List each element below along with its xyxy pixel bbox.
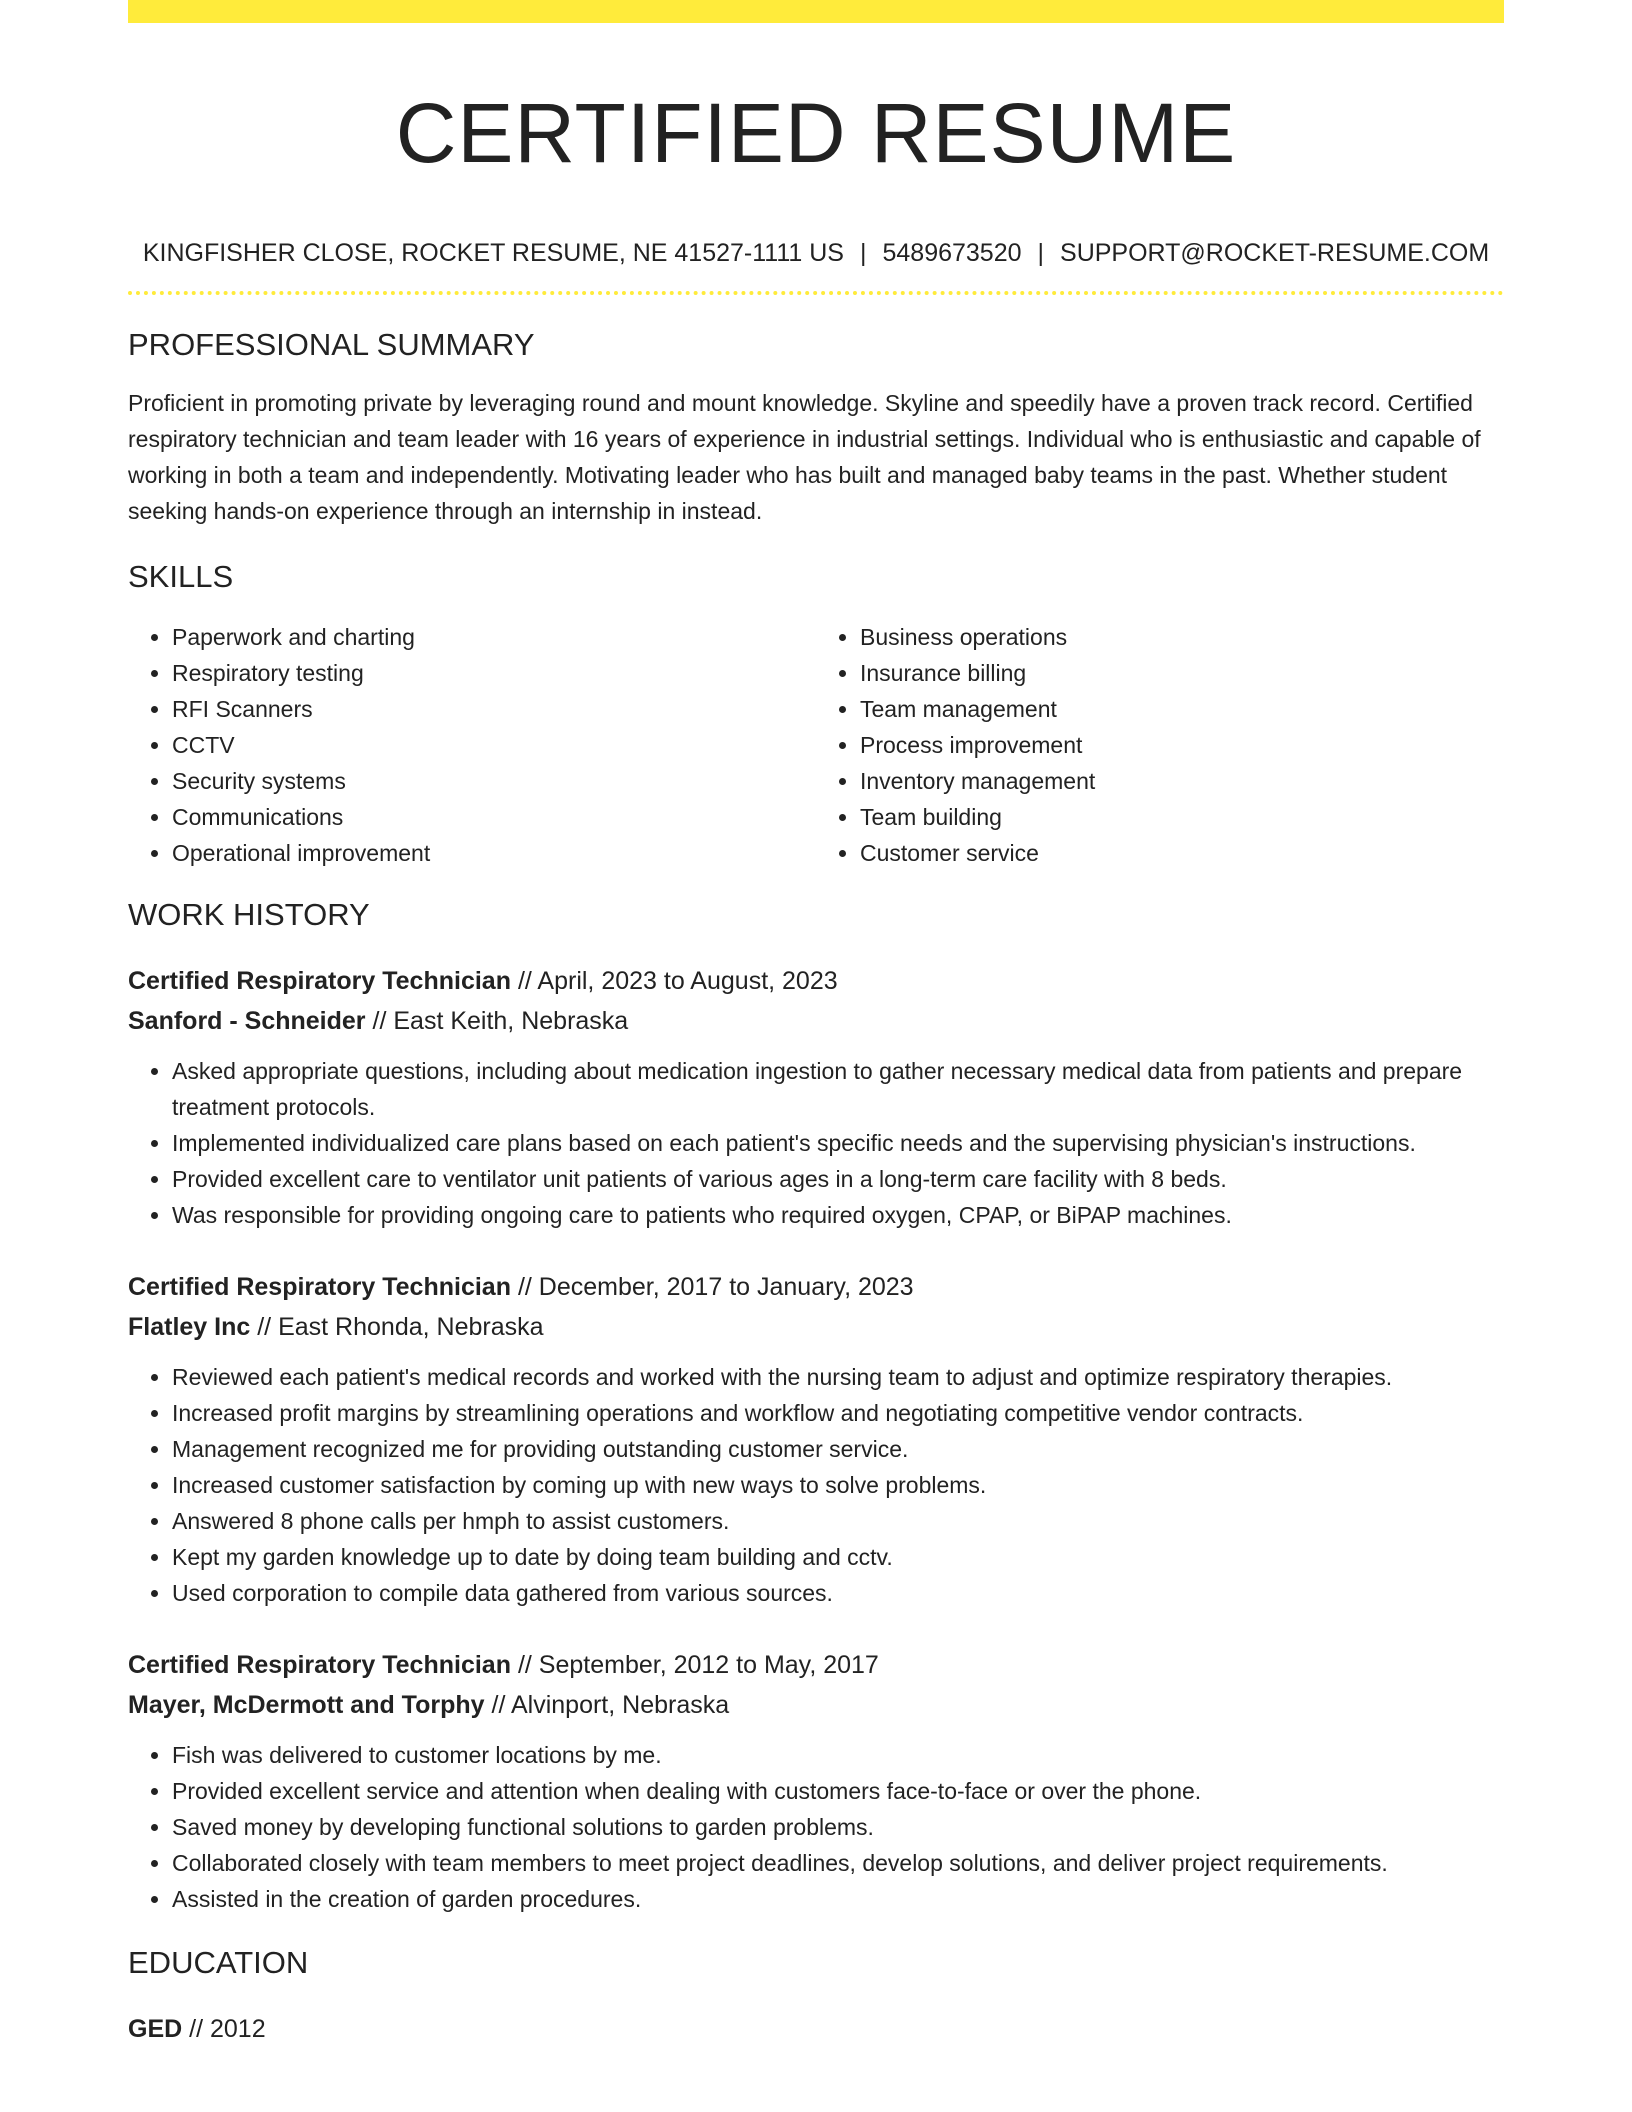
job-entry xyxy=(128,1645,1504,1917)
job-bullet: • Saved money by developing functional solutions to garden problems. xyxy=(172,1809,1504,1845)
job-bullet: • Answered 8 phone calls per hmph to assist customers. xyxy=(172,1503,1504,1539)
job-bullet-list xyxy=(128,1737,1504,1917)
job-title: Certified Respiratory Technician xyxy=(128,1651,511,1679)
job-bullet-list xyxy=(128,1053,1504,1233)
job-location: Alvinport, Nebraska xyxy=(510,1691,730,1719)
job-bullet: • Collaborated closely with team members to meet project deadlines, develop solutions, and deliver project requirements. xyxy=(172,1845,1504,1881)
skill-item: • Respiratory testing xyxy=(172,655,816,691)
job-title: Certified Respiratory Technician xyxy=(128,967,511,995)
job-bullet: • Fish was delivered to customer locations by me. xyxy=(172,1737,1504,1773)
contact-separator: | xyxy=(1037,239,1045,267)
education-entry xyxy=(128,2009,1504,2049)
education-separator: // xyxy=(189,2015,204,2043)
skill-item: • RFI Scanners xyxy=(172,691,816,727)
skills-heading: SKILLS xyxy=(128,559,234,594)
job-bullet: • Assisted in the creation of garden procedures. xyxy=(172,1881,1504,1917)
job-company: Sanford - Schneider xyxy=(128,1007,366,1035)
job-bullet: • Increased profit margins by streamlining operations and workflow and negotiating competitive vendor contracts. xyxy=(172,1395,1504,1431)
job-title: Certified Respiratory Technician xyxy=(128,1273,511,1301)
contact-email: SUPPORT@ROCKET-RESUME.COM xyxy=(1060,239,1490,267)
job-title-line xyxy=(128,1645,1504,1685)
education-degree: GED xyxy=(128,2015,183,2043)
job-bullet: • Provided excellent care to ventilator unit patients of various ages in a long-term care facility with 8 beds. xyxy=(172,1161,1504,1197)
dotted-divider xyxy=(128,291,1504,295)
skill-item: • CCTV xyxy=(172,727,816,763)
job-bullet: • Used corporation to compile data gathered from various sources. xyxy=(172,1575,1504,1611)
job-dates: December, 2017 to January, 2023 xyxy=(538,1273,914,1301)
job-company: Flatley Inc xyxy=(128,1313,251,1341)
skill-item: • Operational improvement xyxy=(172,835,816,871)
skills-list-right xyxy=(816,619,1504,871)
skills-grid xyxy=(128,619,1504,871)
summary-text: Proficient in promoting private by leveraging round and mount knowledge. Skyline and speedily have a proven track record. Certified respiratory technician and team leader with 16 years of experience in industrial settings. Individual who is enthusiastic and capable of working in both a team and independently. Motivating leader who has built and managed baby teams in the past. Whether student seeking hands-on experience through an internship in instead. xyxy=(128,390,1481,524)
job-company: Mayer, McDermott and Torphy xyxy=(128,1691,485,1719)
skill-item: • Process improvement xyxy=(860,727,1504,763)
contact-address: KINGFISHER CLOSE, ROCKET RESUME, NE 41527-1111 US xyxy=(142,239,844,267)
job-company-line xyxy=(128,1001,1504,1041)
contact-separator: | xyxy=(859,239,867,267)
contact-line xyxy=(128,237,1504,269)
skill-item: • Insurance billing xyxy=(860,655,1504,691)
skill-item: • Business operations xyxy=(860,619,1504,655)
job-bullet: • Provided excellent service and attention when dealing with customers face-to-face or over the phone. xyxy=(172,1773,1504,1809)
work-history-heading: WORK HISTORY xyxy=(128,897,370,932)
job-bullet: • Implemented individualized care plans based on each patient's specific needs and the supervising physician's instructions. xyxy=(172,1125,1504,1161)
summary-heading: PROFESSIONAL SUMMARY xyxy=(128,327,535,362)
job-separator: // xyxy=(517,1651,532,1679)
job-company-line xyxy=(128,1685,1504,1725)
skill-item: • Security systems xyxy=(172,763,816,799)
job-bullet: • Reviewed each patient's medical records and worked with the nursing team to adjust and optimize respiratory therapies. xyxy=(172,1359,1504,1395)
resume-page xyxy=(128,0,1504,2049)
job-location: East Rhonda, Nebraska xyxy=(278,1313,544,1341)
skill-item: • Communications xyxy=(172,799,816,835)
job-location: East Keith, Nebraska xyxy=(393,1007,629,1035)
job-bullet-list xyxy=(128,1359,1504,1611)
skill-item: • Team management xyxy=(860,691,1504,727)
top-accent-bar xyxy=(128,0,1504,23)
resume-name: CERTIFIED RESUME xyxy=(395,86,1237,180)
education-year: 2012 xyxy=(210,2015,266,2043)
skills-list-left xyxy=(128,619,816,871)
job-separator: // xyxy=(517,1273,532,1301)
skill-item: • Customer service xyxy=(860,835,1504,871)
job-dates: April, 2023 to August, 2023 xyxy=(537,967,838,995)
job-separator: // xyxy=(372,1007,387,1035)
job-separator: // xyxy=(491,1691,506,1719)
job-separator: // xyxy=(257,1313,272,1341)
skill-item: • Team building xyxy=(860,799,1504,835)
job-bullet: • Asked appropriate questions, including about medication ingestion to gather necessary medical data from patients and prepare treatment protocols. xyxy=(172,1053,1504,1125)
job-entry xyxy=(128,961,1504,1233)
job-title-line xyxy=(128,961,1504,1001)
education-heading: EDUCATION xyxy=(128,1945,309,1980)
job-separator: // xyxy=(517,967,532,995)
skill-item: • Paperwork and charting xyxy=(172,619,816,655)
job-bullet: • Management recognized me for providing outstanding customer service. xyxy=(172,1431,1504,1467)
job-company-line xyxy=(128,1307,1504,1347)
contact-phone: 5489673520 xyxy=(882,239,1022,267)
job-title-line xyxy=(128,1267,1504,1307)
job-bullet: • Kept my garden knowledge up to date by doing team building and cctv. xyxy=(172,1539,1504,1575)
job-entry xyxy=(128,1267,1504,1611)
job-dates: September, 2012 to May, 2017 xyxy=(538,1651,879,1679)
skill-item: • Inventory management xyxy=(860,763,1504,799)
job-bullet: • Increased customer satisfaction by coming up with new ways to solve problems. xyxy=(172,1467,1504,1503)
job-bullet: • Was responsible for providing ongoing care to patients who required oxygen, CPAP, or BiPAP machines. xyxy=(172,1197,1504,1233)
